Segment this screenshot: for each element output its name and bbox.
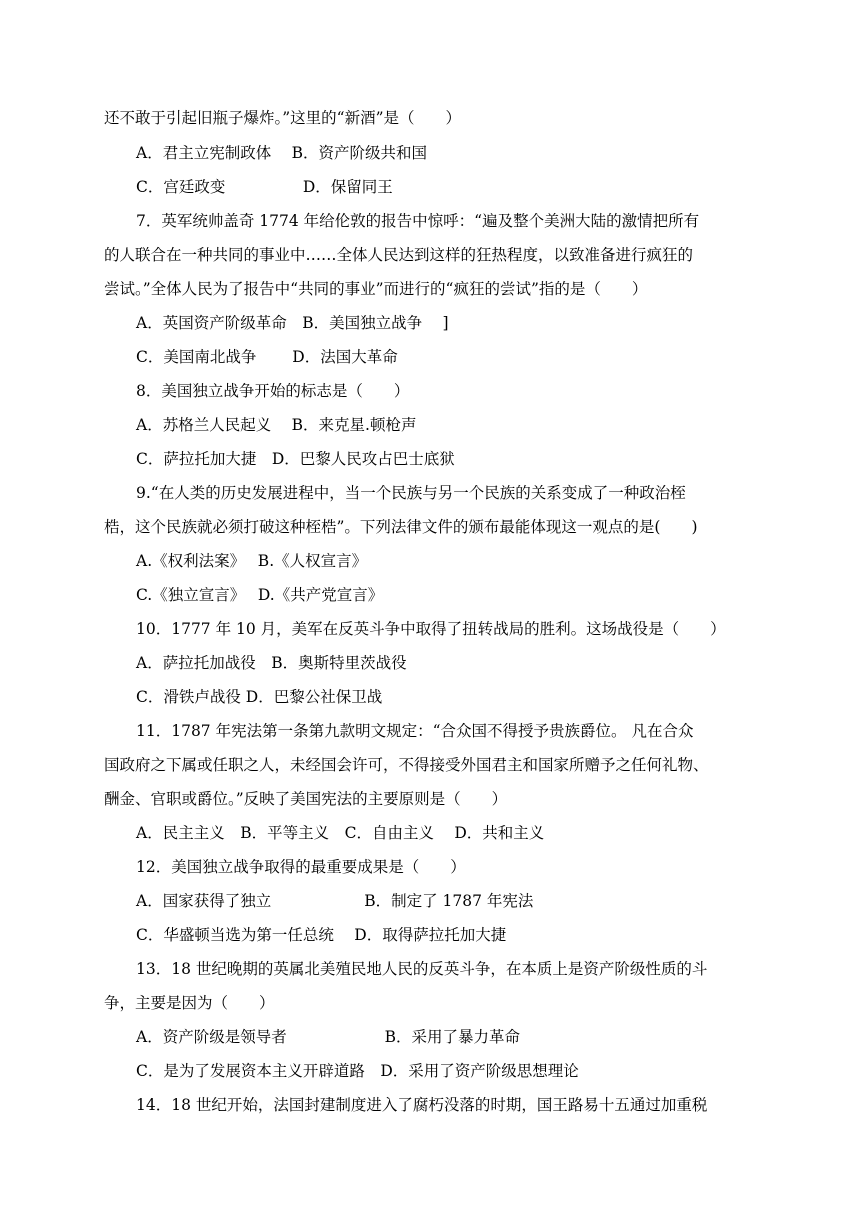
option-line-2: C．宫廷政变 D．保留同王 [136,178,393,196]
question-10: 10．1777 年 10 月，美军在反英斗争中取得了扭转战局的胜利。这场战役是（ ） [136,620,726,638]
option-line-q7-1: A．英国资产阶级革命 B．美国独立战争 ] [136,314,449,332]
option-line-q13-1: A．资产阶级是领导者 B．采用了暴力革命 [136,1028,521,1046]
question-7: 7．英军统帅盖奇 1774 年给伦敦的报告中惊呼：“遍及整个美洲大陆的激情把所有 [136,212,700,230]
text-line-q11-2: 国政府之下属或任职之人，未经国会许可，不得接受外国君主和国家所赠予之任何礼物、 [104,756,709,774]
text-line-q7-2: 的人联合在一种共同的事业中……全体人民达到这样的狂热程度，以致准备进行疯狂的 [104,246,694,264]
option-line-q12-1: A．国家获得了独立 B．制定了 1787 年宪法 [136,892,534,910]
option-line-q13-2: C．是为了发展资本主义开辟道路 D．采用了资产阶级思想理论 [136,1062,579,1080]
question-12: 12．美国独立战争取得的最重要成果是（ ） [136,858,466,876]
text-line-q11-3: 酬金、官职或爵位。”反映了美国宪法的主要原则是（ ） [104,790,508,808]
option-line-1: A．君主立宪制政体 B．资产阶级共和国 [136,144,428,162]
text-line-1: 还不敢于引起旧瓶子爆炸。”这里的“新酒”是（ ） [104,109,462,127]
option-line-q12-2: C．华盛顿当选为第一任总统 D．取得萨拉托加大捷 [136,926,507,944]
option-line-q9-2: C.《独立宣言》 D.《共产党宣言》 [136,586,384,604]
option-line-q10-2: C．滑铁卢战役 D．巴黎公社保卫战 [136,688,383,706]
question-8: 8．美国独立战争开始的标志是（ ） [136,382,410,400]
option-line-q9-1: A.《权利法案》 B.《人权宣言》 [136,552,368,570]
option-line-q8-1: A．苏格兰人民起义 B．来克星.顿枪声 [136,416,417,434]
option-line-q11-1: A．民主主义 B．平等主义 C．自由主义 D．共和主义 [136,824,545,842]
question-9: 9.“在人类的历史发展进程中，当一个民族与另一个民族的关系变成了一种政治桎 [136,484,686,502]
option-line-q8-2: C．萨拉托加大捷 D．巴黎人民攻占巴士底狱 [136,450,455,468]
question-11: 11．1787 年宪法第一条第九款明文规定：“合众国不得授予贵族爵位。 凡在合众 [136,722,694,740]
text-line-q9-2: 梏，这个民族就必须打破这种桎梏”。下列法律文件的颁布最能体现这一观点的是( ) [104,518,698,536]
question-13: 13．18 世纪晚期的英属北美殖民地人民的反英斗争，在本质上是资产阶级性质的斗 [136,960,708,978]
question-14: 14．18 世纪开始，法国封建制度进入了腐朽没落的时期，国王路易十五通过加重税 [136,1096,708,1114]
text-line-q7-3: 尝试。”全体人民为了报告中“共同的事业”而进行的“疯狂的尝试”指的是（ ） [104,280,648,298]
option-line-q10-1: A．萨拉托加战役 B．奥斯特里茨战役 [136,654,407,672]
option-line-q7-2: C．美国南北战争 D．法国大革命 [136,348,398,366]
text-line-q13-2: 争，主要是因为（ ） [104,994,275,1012]
